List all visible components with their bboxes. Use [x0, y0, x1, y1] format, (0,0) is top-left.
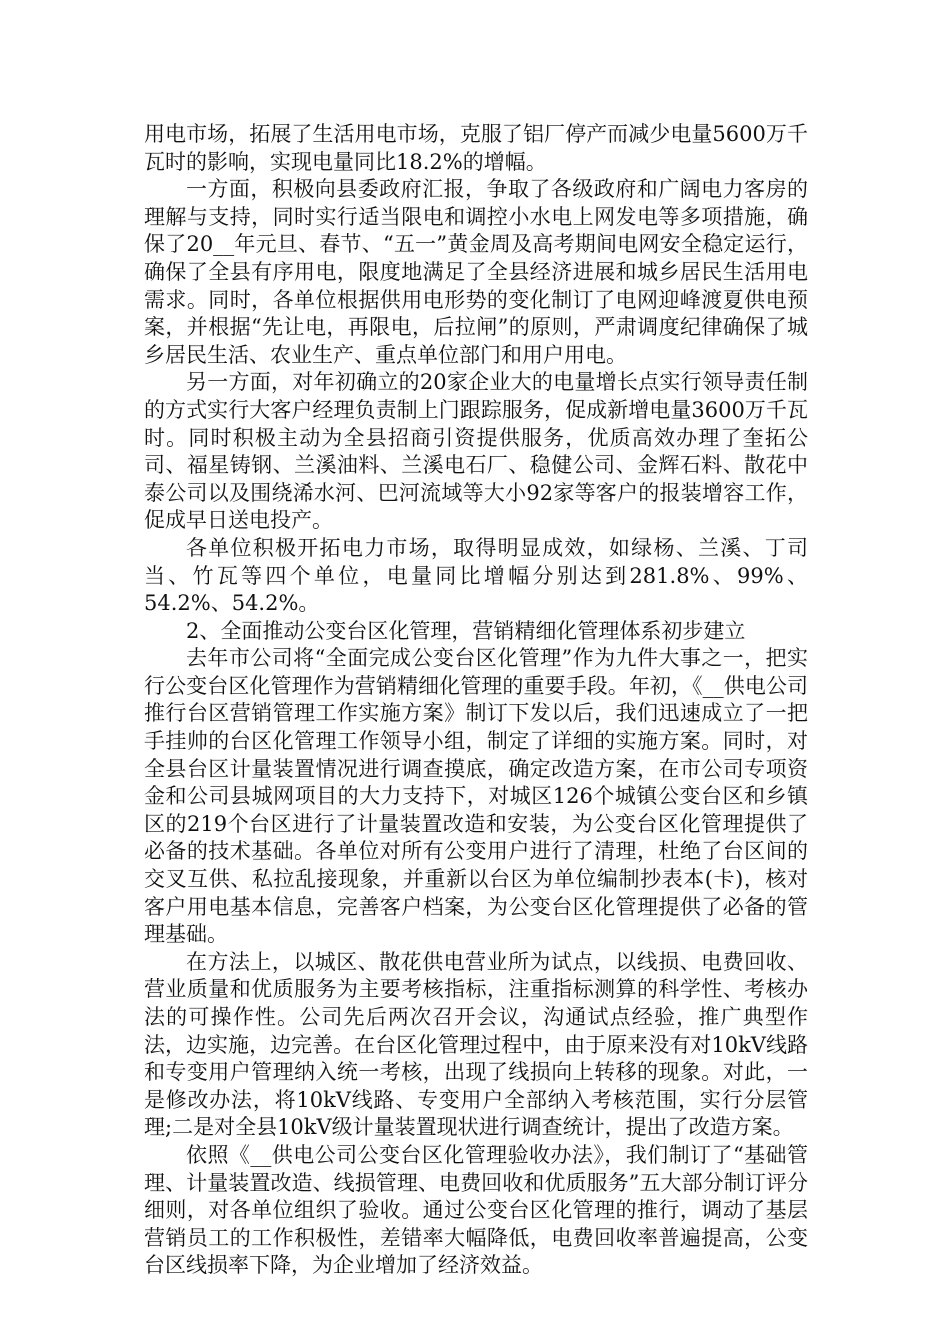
paragraph-pilot-method: 在方法上，以城区、散花供电营业所为试点，以线损、电费回收、营业质量和优质服务为主要考核指标，注重指标测算的科学性、考核办法的可操作性。公司先后两次召开会议，沟通试点经验，推广典型作法，边实施，边完善。在台区化管理过程中，由于原来没有对10kV线路和专变用户管理纳入统一考核，出现了线损向上转移的现象。对此，一是修改办法，将10kV线路、专变用户全部纳入考核范围，实行分层管理;二是对全县10kV级计量装置现状进行调查统计，提出了改造方案。	[144, 949, 808, 1140]
paragraph-unit-growth-results: 各单位积极开拓电力市场，取得明显成效，如绿杨、兰溪、丁司当、竹瓦等四个单位，电量同比增幅分别达到281.8%、99%、54.2%、54.2%。	[144, 535, 808, 616]
paragraph-acceptance-results: 依照《__供电公司公变台区化管理验收办法》，我们制订了“基础管理、计量装置改造、线损管理、电费回收和优质服务”五大部分制订评分细则，对各单位组织了验收。通过公变台区化管理的推行，调动了基层营销员工的工作积极性，差错率大幅降低，电费回收率普遍提高，公变台区线损率下降，为企业增加了经济效益。	[144, 1142, 808, 1278]
document-body	[144, 121, 808, 1280]
section-heading-district-management: 2、全面推动公变台区化管理，营销精细化管理体系初步建立	[186, 618, 746, 643]
paragraph-key-account-service: 另一方面，对年初确立的20家企业大的电量增长点实行领导责任制的方式实行大客户经理负责制上门跟踪服务，促成新增电量3600万千瓦时。同时积极主动为全县招商引资提供服务，优质高效办理了奎拓公司、福星铸钢、兰溪油料、兰溪电石厂、稳健公司、金辉石料、散花中泰公司以及围绕浠水河、巴河流域等大小92家等客户的报装增容工作，促成早日送电投产。	[144, 370, 808, 533]
paragraph-district-management-rollout: 去年市公司将“全面完成公变台区化管理”作为九件大事之一，把实行公变台区化管理作为营销精细化管理的重要手段。年初，《__供电公司推行台区营销管理工作实施方案》制订下发以后，我们迅速成立了一把手挂帅的台区化管理工作领导小组，制定了详细的实施方案。同时，对全县台区计量装置情况进行调查摸底，确定改造方案，在市公司专项资金和公司县城网项目的大力支持下，对城区126个城镇公变台区和乡镇区的219个台区进行了计量装置改造和安装，为公变台区化管理提供了必备的技术基础。各单位对所有公变用户进行了清理，杜绝了台区间的交叉互供、私拉乱接现象，并重新以台区为单位编制抄表本(卡)，核对客户用电基本信息，完善客户档案，为公变台区化管理提供了必备的管理基础。	[144, 646, 808, 947]
paragraph-electricity-market-intro: 用电市场，拓展了生活用电市场，克服了铝厂停产而减少电量5600万千瓦时的影响，实现电量同比18.2%的增幅。	[144, 122, 808, 174]
paragraph-orderly-power-use: 一方面，积极向县委政府汇报，争取了各级政府和广阔电力客房的理解与支持，同时实行适当限电和调控小水电上网发电等多项措施，确保了20__年元旦、春节、“五一”黄金周及高考期间电网安全稳定运行，确保了全县有序用电，限度地满足了全县经济进展和城乡居民生活用电需求。同时，各单位根据供用电形势的变化制订了电网迎峰渡夏供电预案，并根据“先让电，再限电，后拉闸”的原则，严肃调度纪律确保了城乡居民生活、农业生产、重点单位部门和用户用电。	[144, 177, 808, 367]
